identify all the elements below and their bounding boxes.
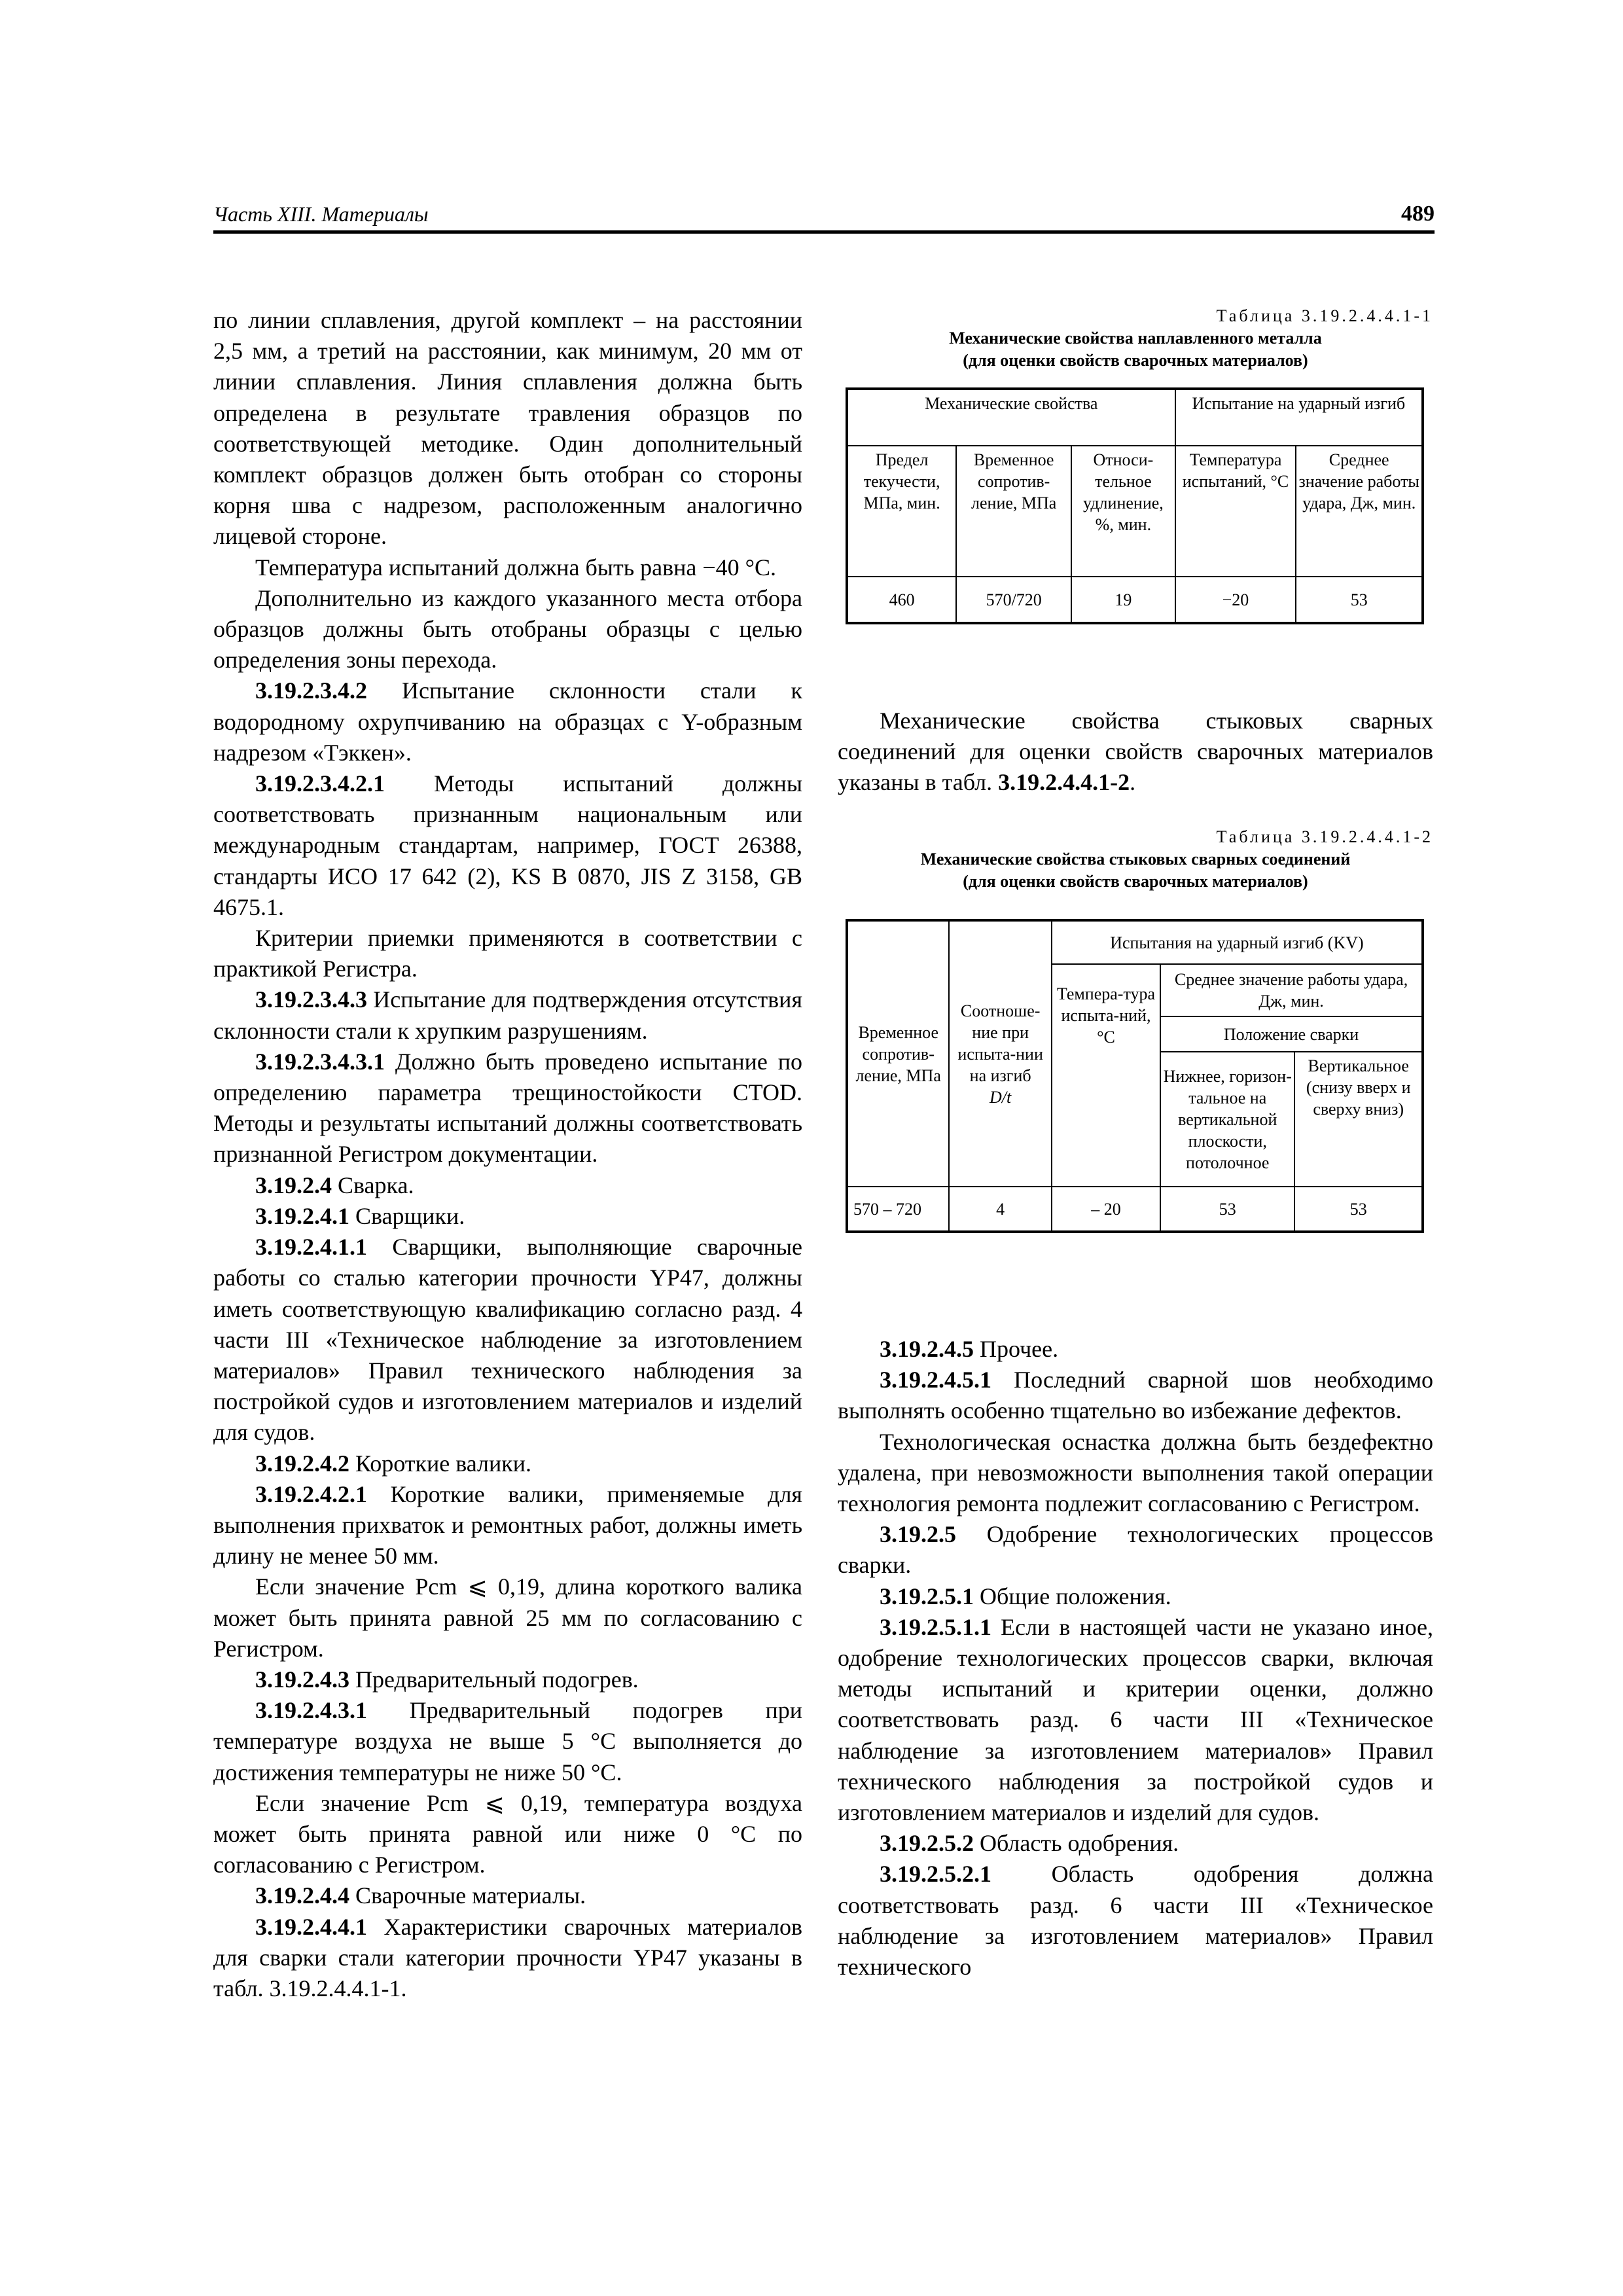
section-number: 3.19.2.3.4.3.1 xyxy=(255,1048,385,1075)
paragraph-text: Критерии приемки применяются в соответствии с практикой Регистра. xyxy=(213,925,802,982)
table1-col-yield: Предел текучести, МПа, мин. xyxy=(847,446,956,577)
paragraph-text: Сварщики, выполняющие сварочные работы со сталью категории прочности YP47, должны иметь соответствующую квалификацию согласно разд. 4 части III «Техническое наблюдение за изготовлением материалов» Правил технического наблюдения за постройкой судов и изготовлением материалов и изделий для судов. xyxy=(213,1234,802,1446)
table1-mechanical-properties-deposited-metal xyxy=(846,387,1424,624)
paragraph-text: Характеристики сварочных материалов для сварки стали категории прочности YP47 указаны в табл. 3.19.2.4.4.1-1. xyxy=(213,1913,802,2001)
paragraph-text: Предварительный подогрев. xyxy=(349,1666,639,1693)
section-number: 3.19.2.4.1.1 xyxy=(255,1234,367,1261)
section-number: 3.19.2.3.4.3 xyxy=(255,986,367,1013)
paragraph xyxy=(213,1448,802,1479)
table-reference: 3.19.2.4.4.1-2 xyxy=(998,769,1130,796)
table1-label: Таблица 3.19.2.4.4.1-1 xyxy=(1216,306,1433,325)
table2-cell-bend-ratio: 4 xyxy=(949,1187,1051,1232)
left-column xyxy=(213,305,802,2004)
table2-title-line2: (для оценки свойств сварочных материалов) xyxy=(963,872,1308,891)
table2-col-position-vertical: Вертикальное (снизу вверх и сверху вниз) xyxy=(1294,1052,1423,1187)
right-column-text-a xyxy=(838,706,1433,798)
paragraph xyxy=(213,1695,802,1788)
paragraph xyxy=(213,305,802,552)
paragraph-text: Сварка. xyxy=(332,1172,414,1198)
table2-label: Таблица 3.19.2.4.4.1-2 xyxy=(1216,827,1433,846)
paragraph xyxy=(838,1365,1433,1426)
paragraph-text: Испытание для подтверждения отсутствия склонности стали к хрупким разрушениям. xyxy=(213,986,802,1044)
section-number: 3.19.2.4.2.1 xyxy=(255,1480,367,1507)
table1-group-impact: Испытание на ударный изгиб xyxy=(1175,389,1423,446)
table2-group-impact-text: Испытания на ударный изгиб (KV) xyxy=(1110,933,1364,952)
paragraph-text: Механические свойства стыковых сварных соединений для оценки свойств сварочных материалов указаны в табл. xyxy=(838,708,1433,796)
table2-cell-tensile: 570 – 720 xyxy=(847,1187,949,1232)
paragraph-text: Испытание склонности стали к водородному охрупчиванию на образцах с Y-образным надрезом «Тэккен». xyxy=(213,677,802,766)
page-header xyxy=(213,196,1435,234)
paragraph-text: Предварительный подогрев при температуре воздуха не выше 5 °С выполняется до достижения температуры не ниже 50 °С. xyxy=(213,1697,802,1785)
section-number: 3.19.2.4.2 xyxy=(255,1450,349,1477)
table2-title-line1: Механические свойства стыковых сварных соединений xyxy=(920,850,1351,869)
paragraph-text: Общие положения. xyxy=(974,1583,1171,1609)
section-number: 3.19.2.3.4.2.1 xyxy=(255,770,385,797)
table1-cell-impact-energy: 53 xyxy=(1296,577,1423,623)
paragraph xyxy=(838,1519,1433,1581)
paragraph xyxy=(213,1788,802,1881)
paragraph-text: Если значение Pcm ⩽ 0,19, температура воздуха может быть принята равной или ниже 0 °С по согласованию с Регистром. xyxy=(213,1789,802,1878)
paragraph xyxy=(213,675,802,768)
section-number: 3.19.2.4.3 xyxy=(255,1666,349,1693)
paragraph-text: Если значение Pcm ⩽ 0,19, длина короткого валика может быть принята равной 25 мм по согласованию с Регистром. xyxy=(213,1573,802,1662)
table2-col-bend-ratio-symbol: D/t xyxy=(990,1087,1012,1107)
section-number: 3.19.2.4.1 xyxy=(255,1202,349,1229)
paragraph xyxy=(213,1047,802,1170)
section-number: 3.19.2.5.2 xyxy=(880,1830,974,1857)
paragraph-text: Методы испытаний должны соответствовать признанным национальным или международным стандартам, например, ГОСТ 26388, стандарты ИСО 17 642 (2), KS B 0870, JIS Z 3158, GB 4675.1. xyxy=(213,770,802,920)
table1-col-impact-energy: Среднее значение работы удара, Дж, мин. xyxy=(1296,446,1423,577)
table2-caption xyxy=(838,826,1433,893)
table1-title-line2: (для оценки свойств сварочных материалов) xyxy=(963,351,1308,370)
section-number: 3.19.2.5.2.1 xyxy=(880,1861,991,1888)
paragraph xyxy=(213,768,802,923)
table2-cell-position-vertical: 53 xyxy=(1294,1187,1423,1232)
paragraph xyxy=(838,1581,1433,1612)
right-column-text-b xyxy=(838,1334,1433,1982)
table2-col-bend-ratio-text: Соотноше-ние при испыта-нии на изгиб xyxy=(957,1001,1043,1085)
paragraph-text: Область одобрения. xyxy=(974,1830,1179,1857)
paragraph-text: Последний сварной шов необходимо выполнять особенно тщательно во избежание дефектов. xyxy=(838,1367,1433,1424)
table2-mechanical-properties-butt-welds xyxy=(846,919,1424,1233)
table2-col-bend-ratio xyxy=(949,920,1051,1187)
paragraph-text: Сварочные материалы. xyxy=(349,1882,586,1909)
section-number: 3.19.2.4.4 xyxy=(255,1882,349,1909)
section-number: 3.19.2.4.5 xyxy=(880,1336,974,1362)
page-number: 489 xyxy=(1401,202,1435,226)
paragraph-text: Короткие валики, применяемые для выполнения прихваток и ремонтных работ, должны иметь длину не менее 50 мм. xyxy=(213,1480,802,1570)
paragraph-text: Одобрение технологических процессов сварки. xyxy=(838,1521,1433,1579)
section-number: 3.19.2.4.3.1 xyxy=(255,1697,367,1724)
paragraph xyxy=(213,583,802,676)
table2-col-impact-energy: Среднее значение работы удара, Дж, мин. xyxy=(1160,964,1423,1016)
paragraph-text: Прочее. xyxy=(974,1336,1059,1362)
paragraph-text: Технологическая оснастка должна быть бездефектно удалена, при невозможности выполнения такой операции технология ремонта подлежит согласованию с Регистром. xyxy=(838,1428,1433,1517)
paragraph-tail: . xyxy=(1130,769,1136,796)
table1-cell-tensile: 570/720 xyxy=(956,577,1071,623)
paragraph xyxy=(838,1334,1433,1365)
table1-cell-yield: 460 xyxy=(847,577,956,623)
table2-col-welding-position: Положение сварки xyxy=(1160,1016,1423,1052)
paragraph xyxy=(213,1880,802,1911)
section-number: 3.19.2.4.5.1 xyxy=(880,1367,991,1393)
section-number: 3.19.2.5.1 xyxy=(880,1583,974,1609)
running-title: Часть XIII. Материалы xyxy=(213,202,429,226)
table1-col-elongation: Относи-тельное удлинение, %, мин. xyxy=(1071,446,1175,577)
paragraph-text: Короткие валики. xyxy=(349,1450,532,1477)
paragraph xyxy=(838,1859,1433,1982)
table1-cell-temperature: −20 xyxy=(1175,577,1296,623)
table2-group-impact xyxy=(1052,920,1423,964)
paragraph xyxy=(838,1612,1433,1828)
section-number: 3.19.2.4.4.1 xyxy=(255,1913,367,1940)
section-number: 3.19.2.3.4.2 xyxy=(255,677,367,704)
table1-col-temperature: Температура испытаний, °С xyxy=(1175,446,1296,577)
paragraph xyxy=(213,1664,802,1695)
paragraph xyxy=(213,984,802,1046)
table2-col-position-flat: Нижнее, горизон-тальное на вертикальной плоскости, потолочное xyxy=(1160,1052,1294,1187)
paragraph xyxy=(838,1828,1433,1859)
paragraph xyxy=(213,1232,802,1448)
paragraph-text: Должно быть проведено испытание по определению параметра трещиностойкости CTOD. Методы и результаты испытаний должны соответствовать признанной Регистром документации. xyxy=(213,1048,802,1168)
paragraph-text: Температура испытаний должна быть равна −40 °С. xyxy=(255,554,777,581)
table2-col-tensile: Временное сопротив-ление, МПа xyxy=(847,920,949,1187)
paragraph-text: Дополнительно из каждого указанного места отбора образцов должны быть отобраны образцы с целью определения зоны перехода. xyxy=(213,584,802,673)
table2-cell-temperature: – 20 xyxy=(1052,1187,1160,1232)
paragraph-text: Область одобрения должна соответствовать разд. 6 части III «Техническое наблюдение за изготовлением материалов» Правил технического xyxy=(838,1861,1433,1981)
paragraph-text: Сварщики. xyxy=(349,1202,465,1229)
table1-caption xyxy=(838,305,1433,372)
table1-title-line1: Механические свойства наплавленного металла xyxy=(949,329,1322,348)
paragraph xyxy=(213,1912,802,2005)
table1-col-tensile: Временное сопротив-ление, МПа xyxy=(956,446,1071,577)
section-number: 3.19.2.4 xyxy=(255,1172,332,1198)
table1-cell-elongation: 19 xyxy=(1071,577,1175,623)
paragraph-text: Если в настоящей части не указано иное, одобрение технологических процессов сварки, включая методы испытаний и критерии оценки, должно соответствовать разд. 6 части III «Техническое наблюдение за изготовлением материалов» Правил технического наблюдения за постройкой судов и изготовлением материалов и изделий для судов. xyxy=(838,1613,1433,1826)
paragraph xyxy=(213,1479,802,1572)
table2-col-temperature: Темпера-тура испыта-ний, °С xyxy=(1052,964,1160,1187)
section-number: 3.19.2.5 xyxy=(880,1521,956,1548)
paragraph xyxy=(213,1201,802,1232)
paragraph-text: по линии сплавления, другой комплект – на расстоянии 2,5 мм, а третий на расстоянии, как минимум, 20 мм от линии сплавления. Линия сплавления должна быть определена в результате травления образцов по соответствующей методике. Один дополнительный комплект образцов должен быть отобран со стороны корня шва с надрезом, расположенным аналогично лицевой стороне. xyxy=(213,307,802,550)
paragraph xyxy=(838,706,1433,798)
paragraph xyxy=(213,1170,802,1201)
paragraph xyxy=(213,552,802,583)
paragraph xyxy=(838,1427,1433,1520)
section-number: 3.19.2.5.1.1 xyxy=(880,1613,991,1640)
table1-group-mechanical: Механические свойства xyxy=(847,389,1175,446)
paragraph xyxy=(213,923,802,984)
table2-cell-position-flat: 53 xyxy=(1160,1187,1294,1232)
paragraph xyxy=(213,1571,802,1664)
